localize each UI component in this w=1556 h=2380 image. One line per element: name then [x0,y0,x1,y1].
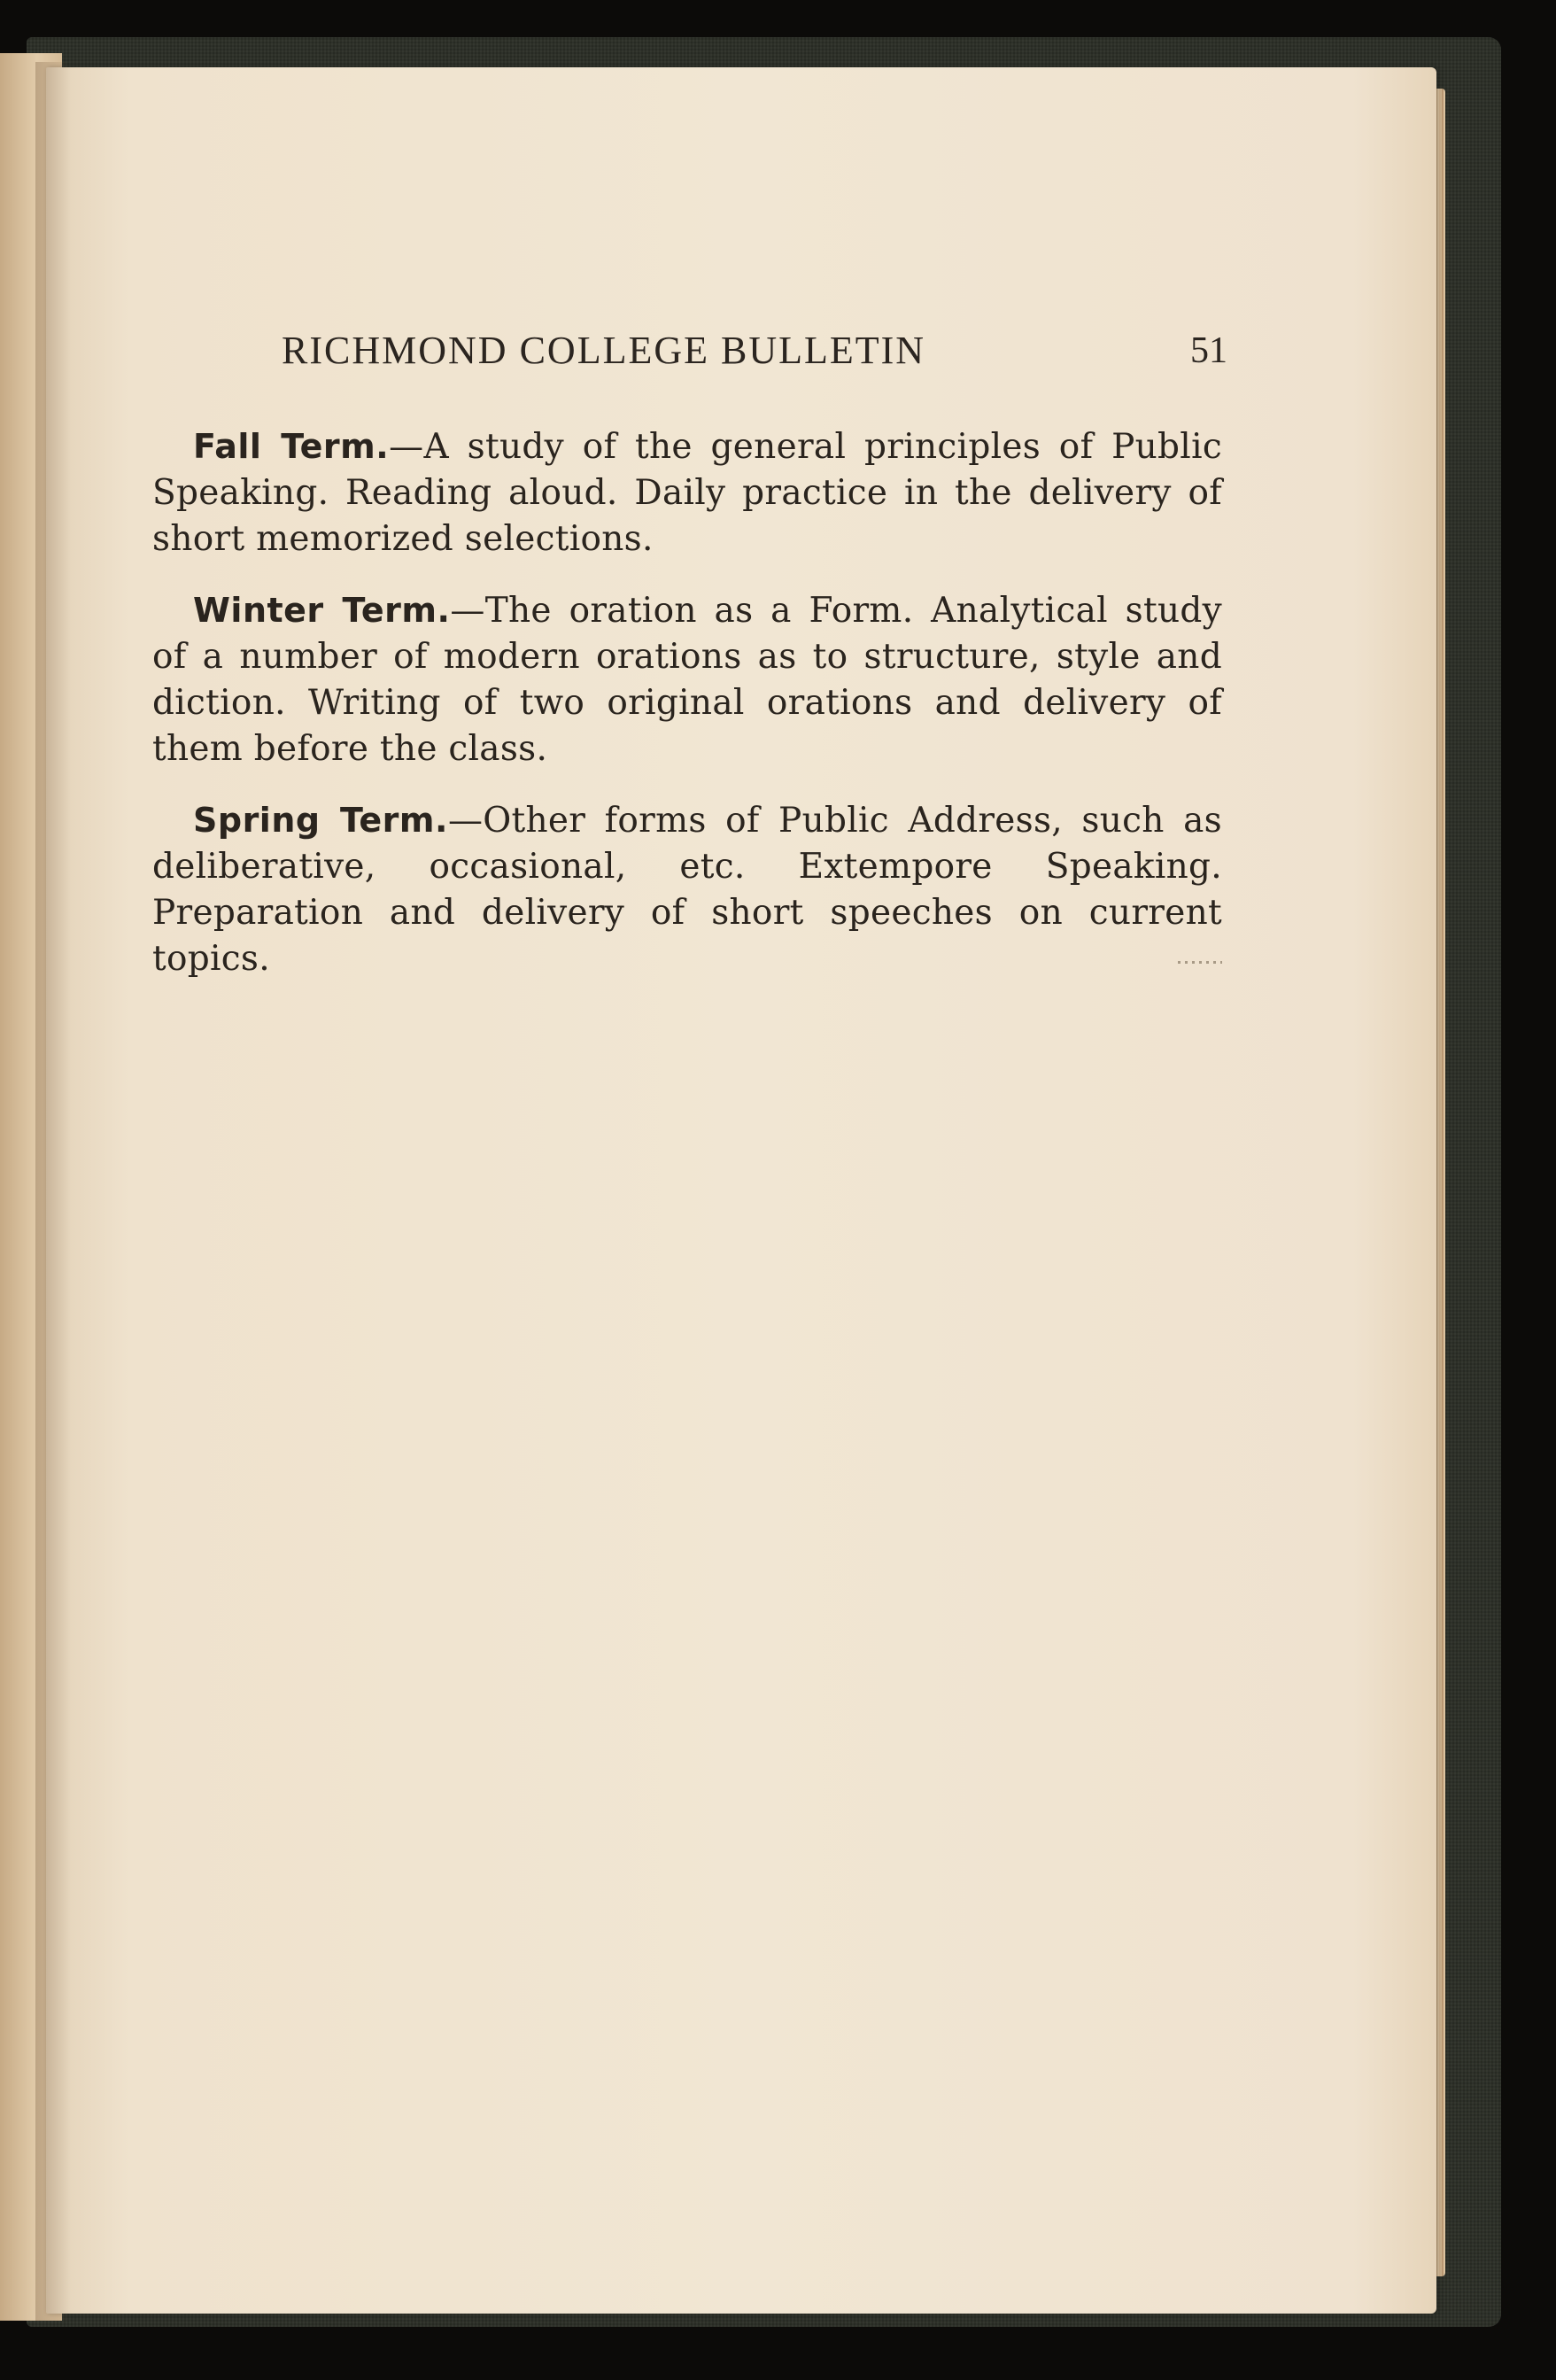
page-gutter [35,62,71,2321]
page-number: 51 [1190,330,1227,371]
paragraph-text: —Other forms of Public Address, such as deliberative, occasional, etc. Extempore Speaking. Preparation and delivery of short speeches on current topics. [152,801,1222,979]
paragraph-spring-term [152,797,1222,982]
running-head [282,328,1227,381]
book-page [46,67,1436,2314]
paragraph-heading: Winter Term. [193,591,451,630]
ink-speck [1178,961,1222,964]
running-title: RICHMOND COLLEGE BULLETIN [282,329,926,372]
paragraph-text: —A study of the general principles of Public Speaking. Reading aloud. Daily practice in the delivery of short memorized selections. [152,427,1222,559]
paragraph-winter-term [152,587,1222,772]
page-body [152,423,1222,1007]
paragraph-heading: Fall Term. [193,427,390,466]
paragraph-fall-term [152,423,1222,562]
paragraph-heading: Spring Term. [193,801,448,840]
paragraph-text: —The oration as a Form. Analytical study of a number of modern orations as to structure, style and diction. Writing of two original orations and delivery of them before the class. [152,591,1222,769]
